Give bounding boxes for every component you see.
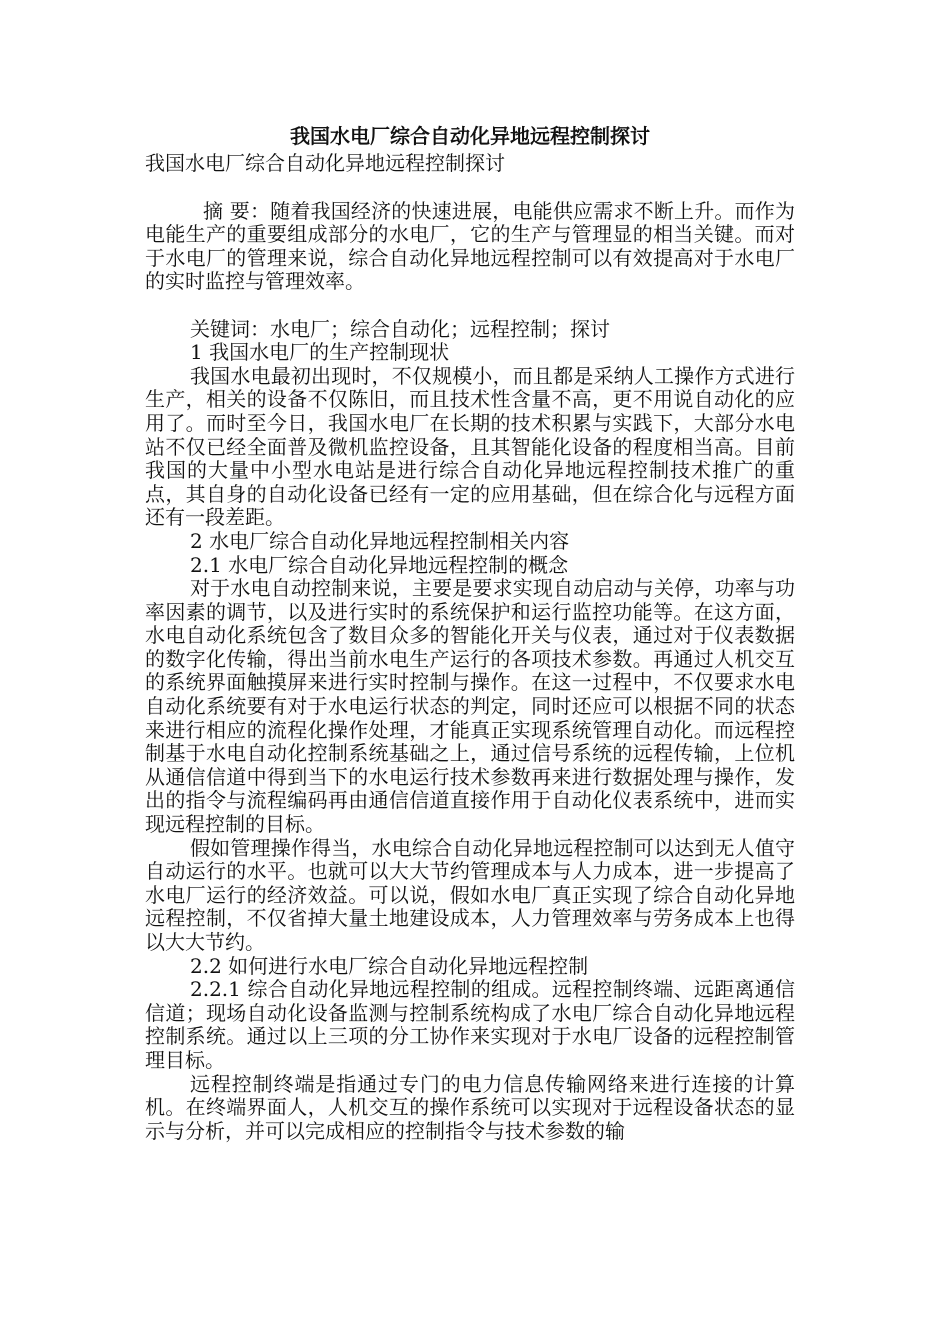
abstract-paragraph: 摘 要：随着我国经济的快速进展，电能供应需求不断上升。而作为电能生产的重要组成部分的水电厂，它的生产与管理显的相当关键。而对于水电厂的管理来说，综合自动化异地远程控制可以有效提高对于水电厂的实时监控与管理效率。 [145,198,795,294]
keywords-line: 关键词：水电厂；综合自动化；远程控制；探讨 [190,316,610,341]
section-2-1-paragraph-1: 对于水电自动控制来说，主要是要求实现自动启动与关停，功率与功率因素的调节，以及进行实时的系统保护和运行监控功能等。在这方面，水电自动化系统包含了数目众多的智能化开关与仪表，通过对于仪表数据的数字化传输，得出当前水电生产运行的各项技术参数。再通过人机交互的系统界面触摸屏来进行实时控制与操作。在这一过程中，不仅要求水电自动化系统要有对于水电运行状态的判定，同时还应可以根据不同的状态来进行相应的流程化操作处理，才能真正实现系统管理自动化。而远程控制基于水电自动化控制系统基础之上，通过信号系统的远程传输，上位机从通信信道中得到当下的水电运行技术参数再来进行数据处理与操作，发出的指令与流程编码再由通信信道直接作用于自动化仪表系统中，进而实现远程控制的目标。 [145,576,795,837]
document-subtitle: 我国水电厂综合自动化异地远程控制探讨 [145,151,505,175]
section-2-2-1-paragraph-2: 远程控制终端是指通过专门的电力信息传输网络来进行连接的计算机。在终端界面人，人机交互的操作系统可以实现对于远程设备状态的显示与分析，并可以完成相应的控制指令与技术参数的输 [145,1071,795,1143]
section-2-2-heading: 2.2 如何进行水电厂综合自动化异地远程控制 [190,953,589,978]
spacer [145,176,795,200]
section-2-1-paragraph-2: 假如管理操作得当，水电综合自动化异地远程控制可以达到无人值守自动运行的水平。也就可以大大节约管理成本与人力成本，进一步提高了水电厂运行的经济效益。可以说，假如水电厂真正实现了综合自动化异地远程控制，不仅省掉大量土地建设成本，人力管理效率与劳务成本上也得以大大节约。 [145,835,795,954]
section-2-1-heading: 2.1 水电厂综合自动化异地远程控制的概念 [190,552,569,577]
section-2-heading: 2 水电厂综合自动化异地远程控制相关内容 [190,528,570,553]
document-title: 我国水电厂综合自动化异地远程控制探讨 [290,124,650,148]
section-1-paragraph: 我国水电最初出现时，不仅规模小，而且都是采纳人工操作方式进行生产，相关的设备不仅陈旧，而且技术性含量不高，更不用说自动化的应用了。而时至今日，我国水电厂在长期的技术积累与实践下，大部分水电站不仅已经全面普及微机监控设备，且其智能化设备的程度相当高。目前我国的大量中小型水电站是进行综合自动化异地远程控制技术推广的重点，其自身的自动化设备已经有一定的应用基础，但在综合化与远程方面还有一段差距。 [145,363,795,530]
document-page [145,120,795,1143]
section-2-2-1-paragraph-1: 2.2.1 综合自动化异地远程控制的组成。远程控制终端、远距离通信信道；现场自动化设备监测与控制系统构成了水电厂综合自动化异地远程控制系统。通过以上三项的分工协作来实现对于水电厂设备的远程控制管理目标。 [145,977,795,1072]
spacer [145,294,795,318]
section-1-heading: 1 我国水电厂的生产控制现状 [190,340,450,365]
